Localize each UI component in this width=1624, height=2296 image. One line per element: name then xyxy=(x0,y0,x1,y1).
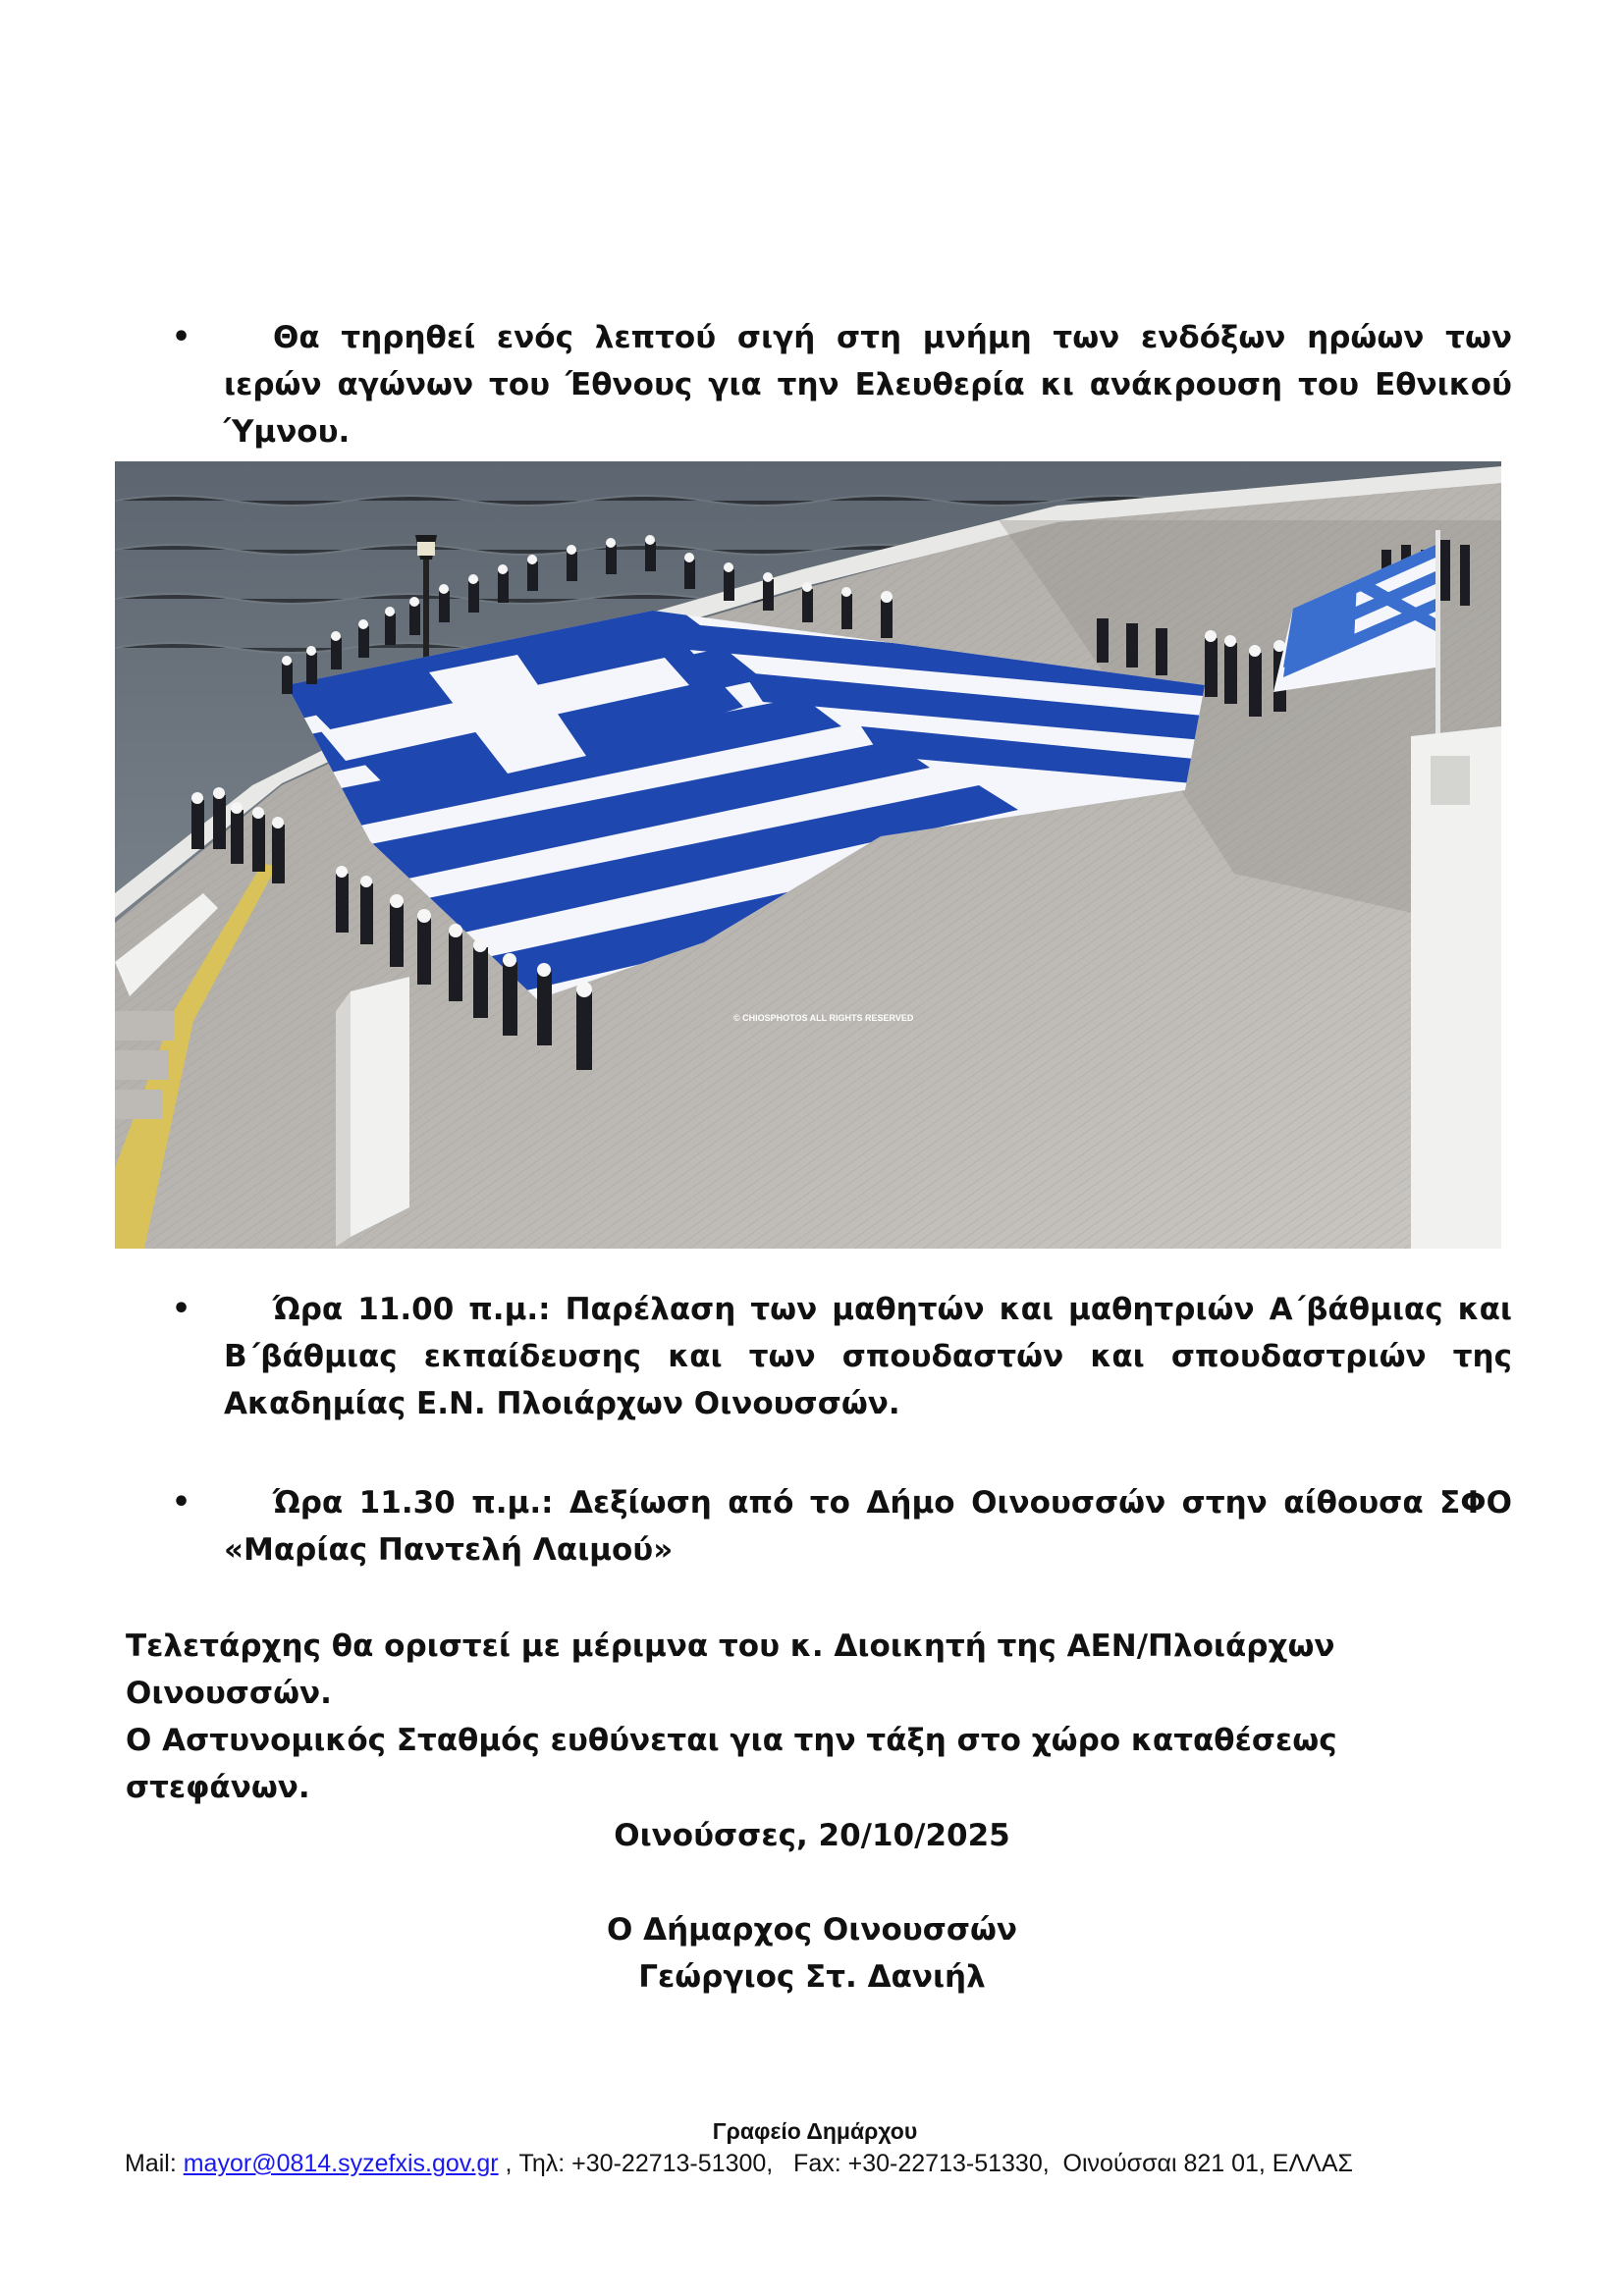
bullet-item-parade xyxy=(172,1286,1512,1427)
bullet-icon: • xyxy=(172,1485,191,1520)
email-link[interactable]: mayor@0814.syzefxis.gov.gr xyxy=(183,2150,499,2177)
signature-name: Γεώργιος Στ. Δανιήλ xyxy=(638,1959,986,1995)
photo-watermark: © CHIOSPHOTOS ALL RIGHTS RESERVED xyxy=(733,1013,914,1023)
date-line: Οινούσσες, 20/10/2025 xyxy=(614,1818,1010,1853)
footer-contact xyxy=(125,2150,1353,2178)
contact-details: , Τηλ: +30-22713-51300, Fax: +30-22713-51330, Οινούσσαι 821 01, ΕΛΛΑΣ xyxy=(498,2150,1354,2177)
bullet-item-reception xyxy=(172,1479,1512,1574)
bullet-text: Ώρα 11.30 π.μ.: Δεξίωση από το Δήμο Οινουσσών στην αίθουσα ΣΦΟ «Μαρίας Παντελή Λαιμού» xyxy=(224,1485,1512,1568)
ceremony-photo xyxy=(115,461,1501,1249)
signature-title: Ο Δήμαρχος Οινουσσών xyxy=(606,1912,1018,1948)
bullet-text: Θα τηρηθεί ενός λεπτού σιγή στη μνήμη των ενδόξων ηρώων των ιερών αγώνων του Έθνους για την Ελευθερία κι ανάκρουση του Εθνικού Ύμνου. xyxy=(224,320,1512,450)
paragraph-ceremony-master: Τελετάρχης θα οριστεί με μέριμνα του κ. Διοικητή της ΑΕΝ/Πλοιάρχων Οινουσσών. xyxy=(126,1629,1335,1711)
bullet-icon: • xyxy=(172,1292,191,1326)
bullet-icon: • xyxy=(172,320,191,354)
bullet-item-minute-silence xyxy=(172,314,1512,455)
bullet-text: Ώρα 11.00 π.μ.: Παρέλαση των μαθητών και μαθητριών Α΄βάθμιας και Β΄βάθμιας εκπαίδευσης και των σπουδαστών και σπουδαστριών της Ακαδημίας Ε.Ν. Πλοιάρχων Οινουσσών. xyxy=(224,1292,1512,1421)
paragraph-police-station: Ο Αστυνομικός Σταθμός ευθύνεται για την τάξη στο χώρο καταθέσεως στεφάνων. xyxy=(126,1723,1337,1805)
mail-label: Mail: xyxy=(125,2150,184,2177)
bench-block xyxy=(351,977,409,1237)
footer-office: Γραφείο Δημάρχου xyxy=(712,2118,918,2144)
